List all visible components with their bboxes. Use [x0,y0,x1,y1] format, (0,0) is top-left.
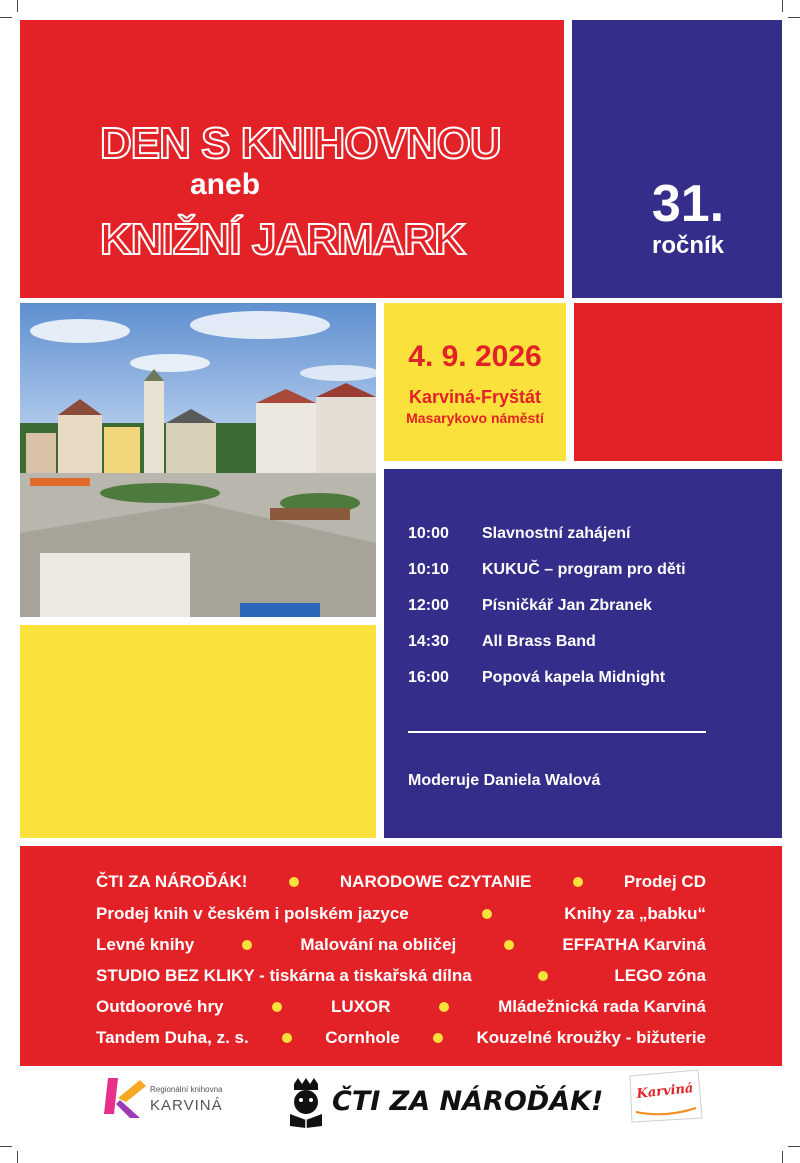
program-item: Levné knihy [96,935,195,954]
dashed-divider [378,303,382,843]
crop-mark [0,17,12,18]
yellow-block [20,625,376,838]
library-name: KARVINÁ [150,1097,223,1114]
bullet-dot-icon [573,877,583,887]
schedule-time: 16:00 [408,669,449,686]
bullet-dot-icon [439,1002,449,1012]
bullet-dot-icon [282,1033,292,1043]
event-title-line1: DEN S KNIHOVNOU [100,119,501,168]
bullet-dot-icon [242,940,252,950]
program-item: Knihy za „babku“ [564,904,706,923]
event-city: Karviná-Fryštát [408,387,542,407]
crop-mark [788,1146,800,1147]
event-date: 4. 9. 2026 [408,340,542,373]
program-item: STUDIO BEZ KLIKY - tiskárna a tiskařská dílna [96,966,472,985]
program-item: NARODOWE CZYTANIE [339,872,532,891]
bullet-dot-icon [504,940,514,950]
crop-mark [17,1151,18,1163]
program-row [96,966,706,986]
program-row [96,872,706,892]
program-item: ČTI ZA NÁROĎÁK! [96,872,248,891]
program-item: Prodej CD [623,872,706,891]
lion-book-icon [286,1078,326,1128]
library-k-icon [100,1074,150,1122]
event-place: Masarykovo náměstí [406,410,544,426]
cti-za-narodak-logo: ČTI ZA NÁROĎÁK! [332,1086,604,1117]
moderator-text: Moderuje Daniela Walová [408,772,601,789]
crop-mark [17,0,18,12]
bullet-dot-icon [482,909,492,919]
program-item: Malování na obličej [300,935,457,954]
program-row [96,997,706,1017]
edition-label: ročník [651,232,725,259]
program-item: Prodej knih v českém i polském jazyce [96,904,409,923]
karvina-badge-text: Karviná [635,1081,695,1102]
program-item: Cornhole [325,1028,400,1047]
program-item: LEGO zóna [614,966,706,985]
title-connector: aneb [190,168,261,201]
crop-mark [0,1146,12,1147]
schedule-time: 14:30 [408,633,449,650]
schedule-row [408,588,738,624]
crop-mark [788,17,800,18]
bullet-dot-icon [538,971,548,981]
library-subtitle: Regionální knihovna [150,1085,223,1094]
program-row [96,935,706,955]
schedule-label: Písničkář Jan Zbranek [482,597,652,614]
bullet-dot-icon [272,1002,282,1012]
schedule-label: KUKUČ – program pro děti [482,561,686,578]
schedule-row [408,660,738,696]
schedule-time: 12:00 [408,597,449,614]
crop-mark [782,1151,783,1163]
schedule-divider [408,731,706,733]
event-title-line2: KNIŽNÍ JARMARK [100,215,465,264]
schedule-list [408,516,738,696]
dashed-divider [20,840,782,844]
program-row [96,904,706,924]
program-row [96,1028,706,1048]
program-item: Tandem Duha, z. s. [96,1028,249,1047]
bullet-dot-icon [433,1033,443,1043]
dashed-divider [384,463,782,467]
schedule-label: All Brass Band [482,633,596,650]
schedule-label: Slavnostní zahájení [482,525,631,542]
crop-mark [782,0,783,12]
schedule-row [408,624,738,660]
program-item: Mládežnická rada Karviná [498,997,706,1016]
town-square-photo [20,303,376,617]
schedule-row [408,552,738,588]
schedule-row [408,516,738,552]
date-block [384,303,566,461]
dashed-divider [566,20,570,460]
program-item: Kouzelné kroužky - bižuterie [476,1028,706,1047]
program-item: LUXOR [331,997,391,1016]
edition-number: 31. [651,175,725,233]
dashed-divider [20,619,380,623]
bullet-dot-icon [289,877,299,887]
program-item: EFFATHA Karviná [562,935,706,954]
corner-red-block [574,303,782,461]
program-item: Outdoorové hry [96,997,224,1016]
schedule-label: Popová kapela Midnight [482,669,666,686]
schedule-time: 10:00 [408,525,449,542]
schedule-time: 10:10 [408,561,449,578]
